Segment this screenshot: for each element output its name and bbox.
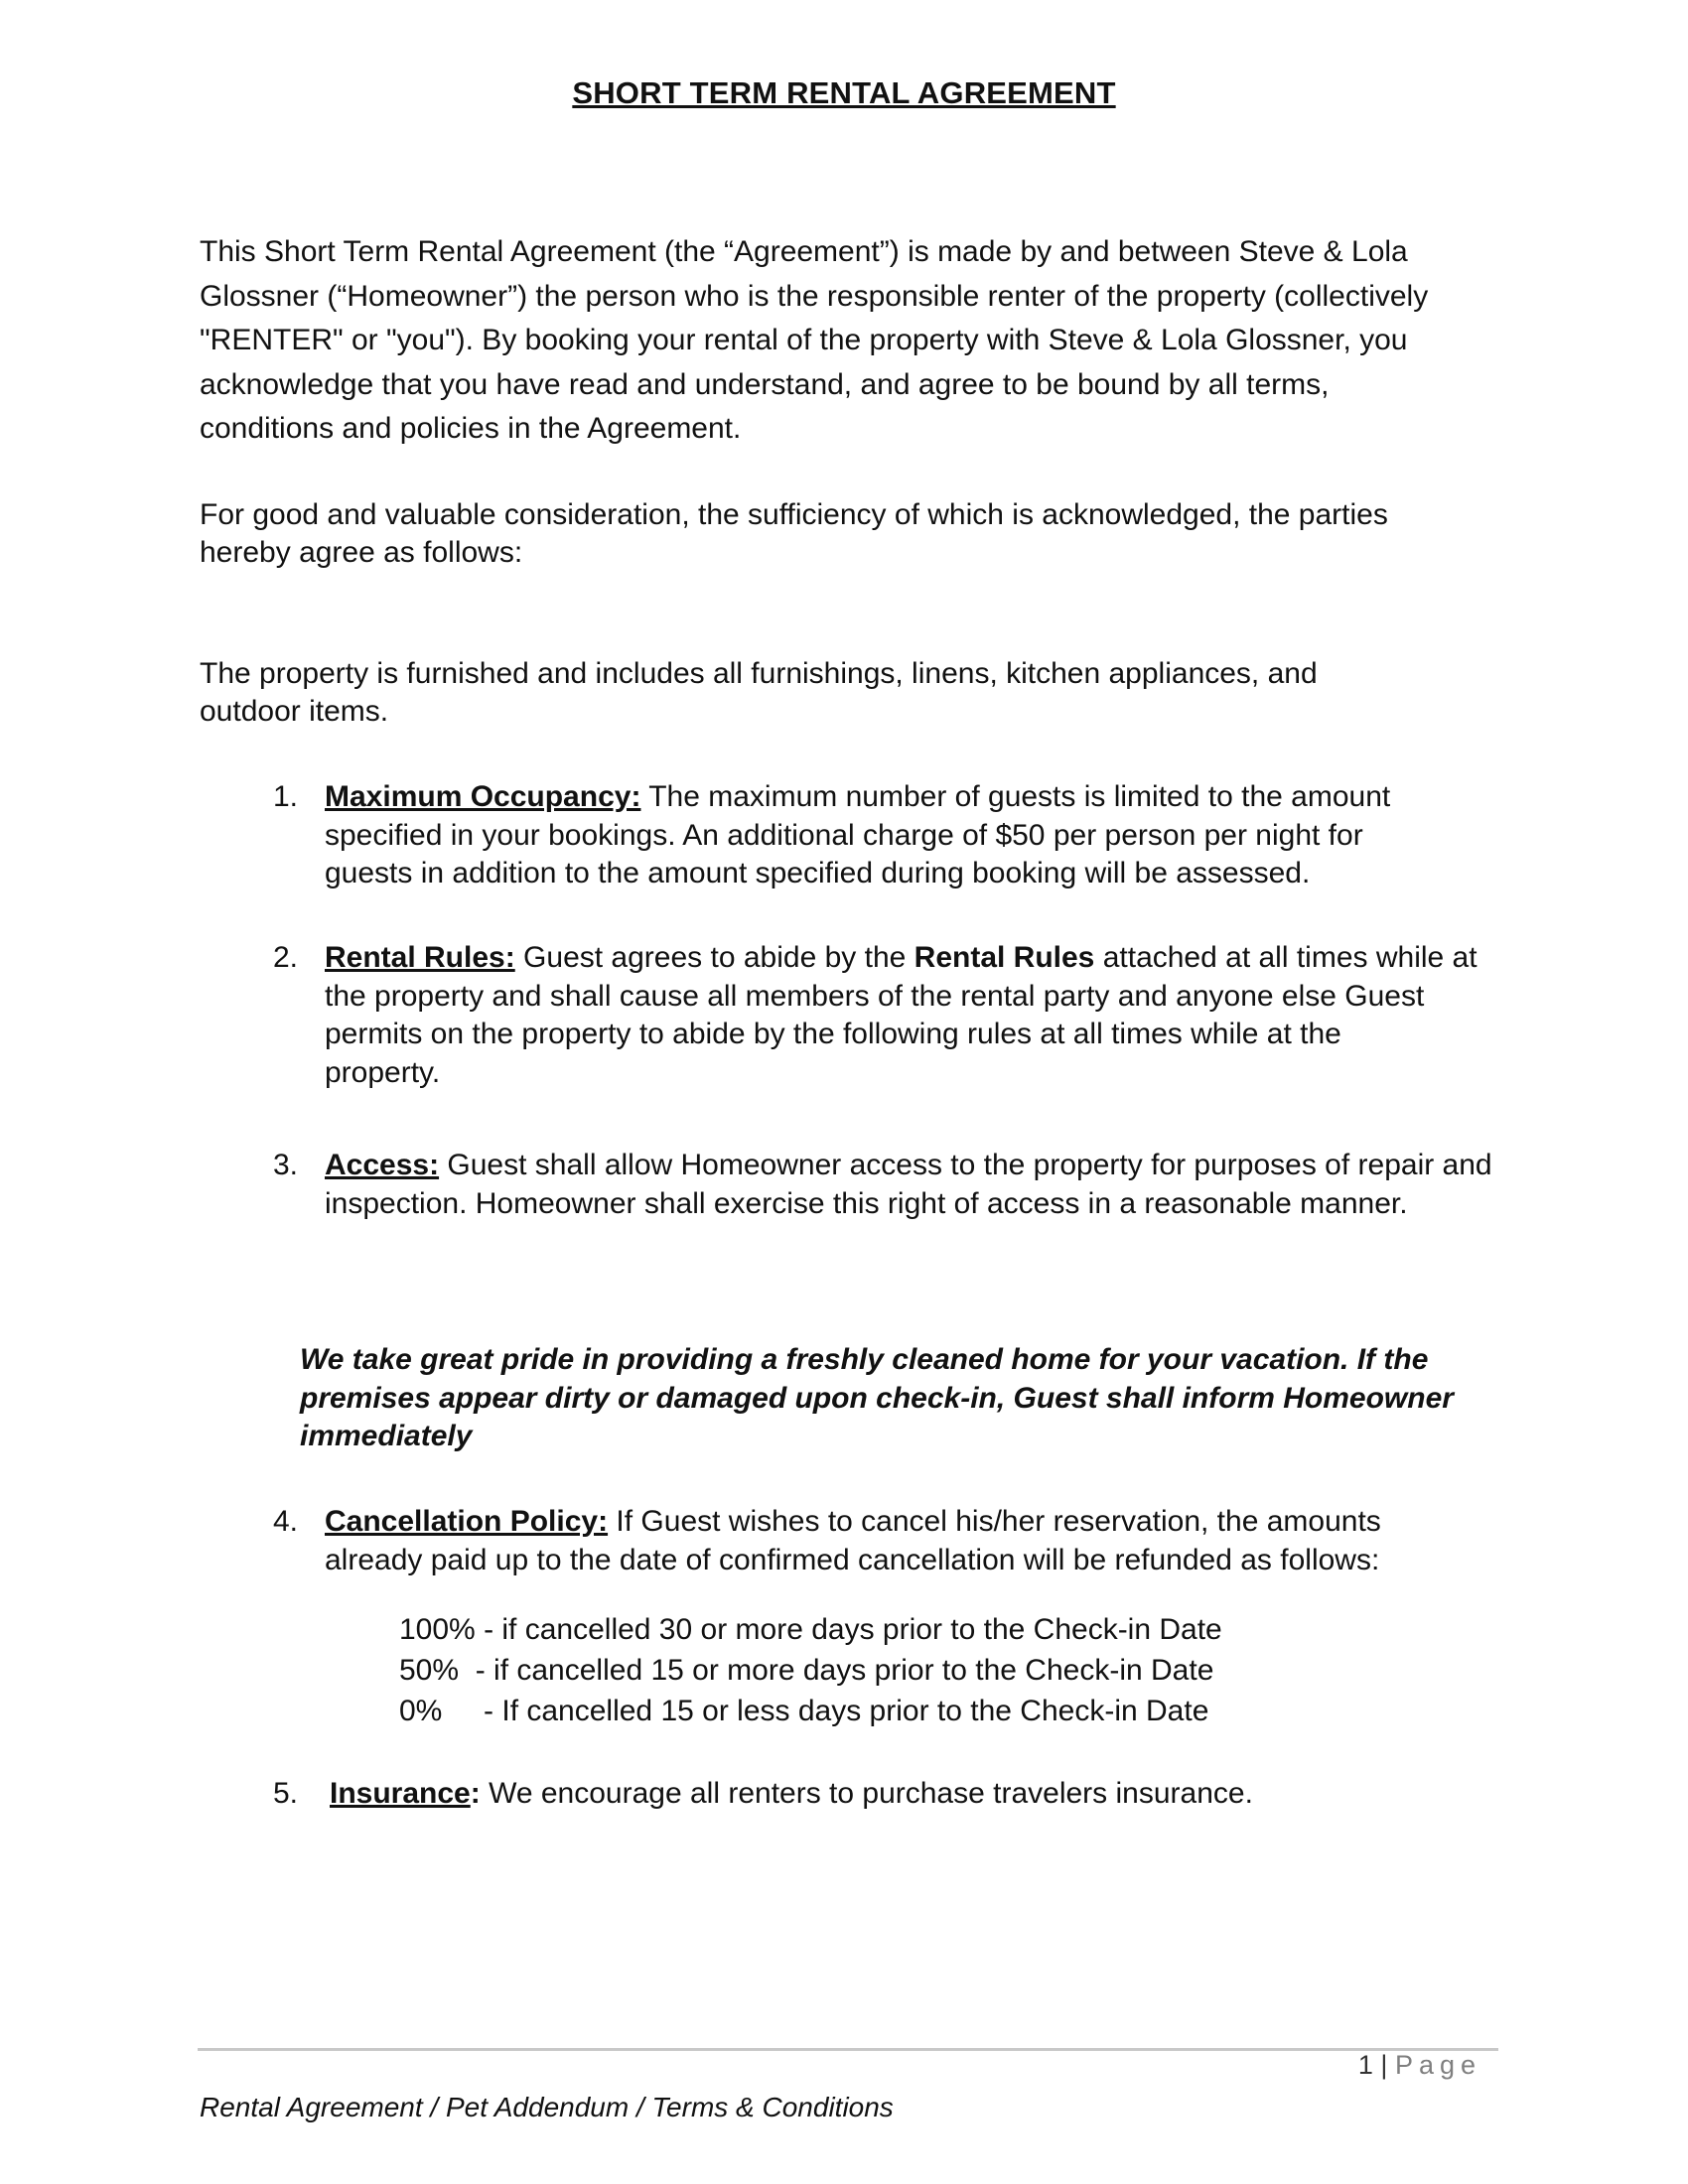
item-text: Guest shall allow Homeowner access to the property for purposes of repair and (439, 1149, 1492, 1181)
item-text: guests in addition to the amount specified during booking will be assessed. (325, 857, 1311, 889)
page-number-value: 1 (1357, 2050, 1373, 2080)
item-text: specified in your bookings. An additional charge of $50 per person per night for (325, 818, 1363, 852)
intro-line: conditions and policies in the Agreement. (200, 412, 742, 445)
cleanliness-callout (300, 1341, 1472, 1456)
item-text: We encourage all renters to purchase travelers insurance. (480, 1777, 1253, 1810)
page-number-separator: | (1380, 2050, 1388, 2080)
list-item-number: 4. (273, 1505, 299, 1538)
footer-divider (198, 2048, 1498, 2051)
list-item-number: 2. (273, 941, 299, 974)
refund-schedule (399, 1609, 1222, 1731)
footer-note: Rental Agreement / Pet Addendum / Terms & Conditions (200, 2092, 894, 2122)
rental-rules-reference: Rental Rules (914, 941, 1095, 974)
item-heading: Insurance (330, 1777, 471, 1810)
item-heading: Access: (325, 1149, 440, 1181)
furnished-line: The property is furnished and includes all furnishings, linens, kitchen appliances, and (200, 657, 1318, 690)
intro-line: acknowledge that you have read and understand, and agree to be bound by all terms, (200, 367, 1330, 401)
item-text: If Guest wishes to cancel his/her reservation, the amounts (608, 1505, 1381, 1538)
consideration-line: hereby agree as follows: (200, 535, 523, 569)
intro-paragraph (200, 230, 1490, 452)
consideration-line: For good and valuable consideration, the sufficiency of which is acknowledged, the parties (200, 498, 1388, 531)
callout-line: premises appear dirty or damaged upon check-in, Guest shall inform Homeowner (300, 1381, 1454, 1415)
item-heading-colon: : (470, 1777, 481, 1810)
list-item-number: 5. (273, 1777, 299, 1810)
item-heading: Rental Rules: (325, 941, 515, 974)
item-heading: Maximum Occupancy: (325, 780, 641, 813)
consideration-paragraph (200, 496, 1490, 571)
furnished-line: outdoor items. (200, 694, 389, 728)
furnished-paragraph (200, 655, 1490, 730)
page-number (1358, 2050, 1481, 2081)
item-text: The maximum number of guests is limited to the amount (640, 780, 1391, 813)
refund-row: 0% - If cancelled 15 or less days prior to the Check-in Date (399, 1695, 1209, 1727)
item-text: permits on the property to abide by the following rules at all times while at the (325, 1018, 1341, 1050)
item-text: inspection. Homeowner shall exercise this right of access in a reasonable manner. (325, 1186, 1408, 1220)
refund-row: 100% - if cancelled 30 or more days prior to the Check-in Date (399, 1613, 1222, 1646)
item-text: already paid up to the date of confirmed cancellation will be refunded as follows: (325, 1543, 1380, 1576)
document-title: SHORT TERM RENTAL AGREEMENT (572, 75, 1116, 110)
refund-row: 50% - if cancelled 15 or more days prior to the Check-in Date (399, 1654, 1214, 1687)
list-item-number: 3. (273, 1149, 299, 1181)
intro-line: This Short Term Rental Agreement (the “Agreement”) is made by and between Steve & Lola (200, 235, 1408, 268)
intro-line: "RENTER" or "you"). By booking your rental of the property with Steve & Lola Glossner, you (200, 324, 1408, 356)
item-heading: Cancellation Policy: (325, 1505, 609, 1538)
item-text: Guest agrees to abide by the (514, 941, 914, 974)
intro-line: Glossner (“Homeowner”) the person who is the responsible renter of the property (collectively (200, 279, 1429, 313)
item-text: the property and shall cause all members of the rental party and anyone else Guest (325, 979, 1425, 1013)
list-item-number: 1. (273, 780, 299, 813)
item-text: attached at all times while at (1094, 941, 1477, 974)
callout-line: immediately (300, 1420, 473, 1452)
callout-line: We take great pride in providing a freshly cleaned home for your vacation. If the (300, 1343, 1429, 1376)
page-label: Page (1394, 2050, 1481, 2080)
item-text: property. (325, 1055, 441, 1089)
